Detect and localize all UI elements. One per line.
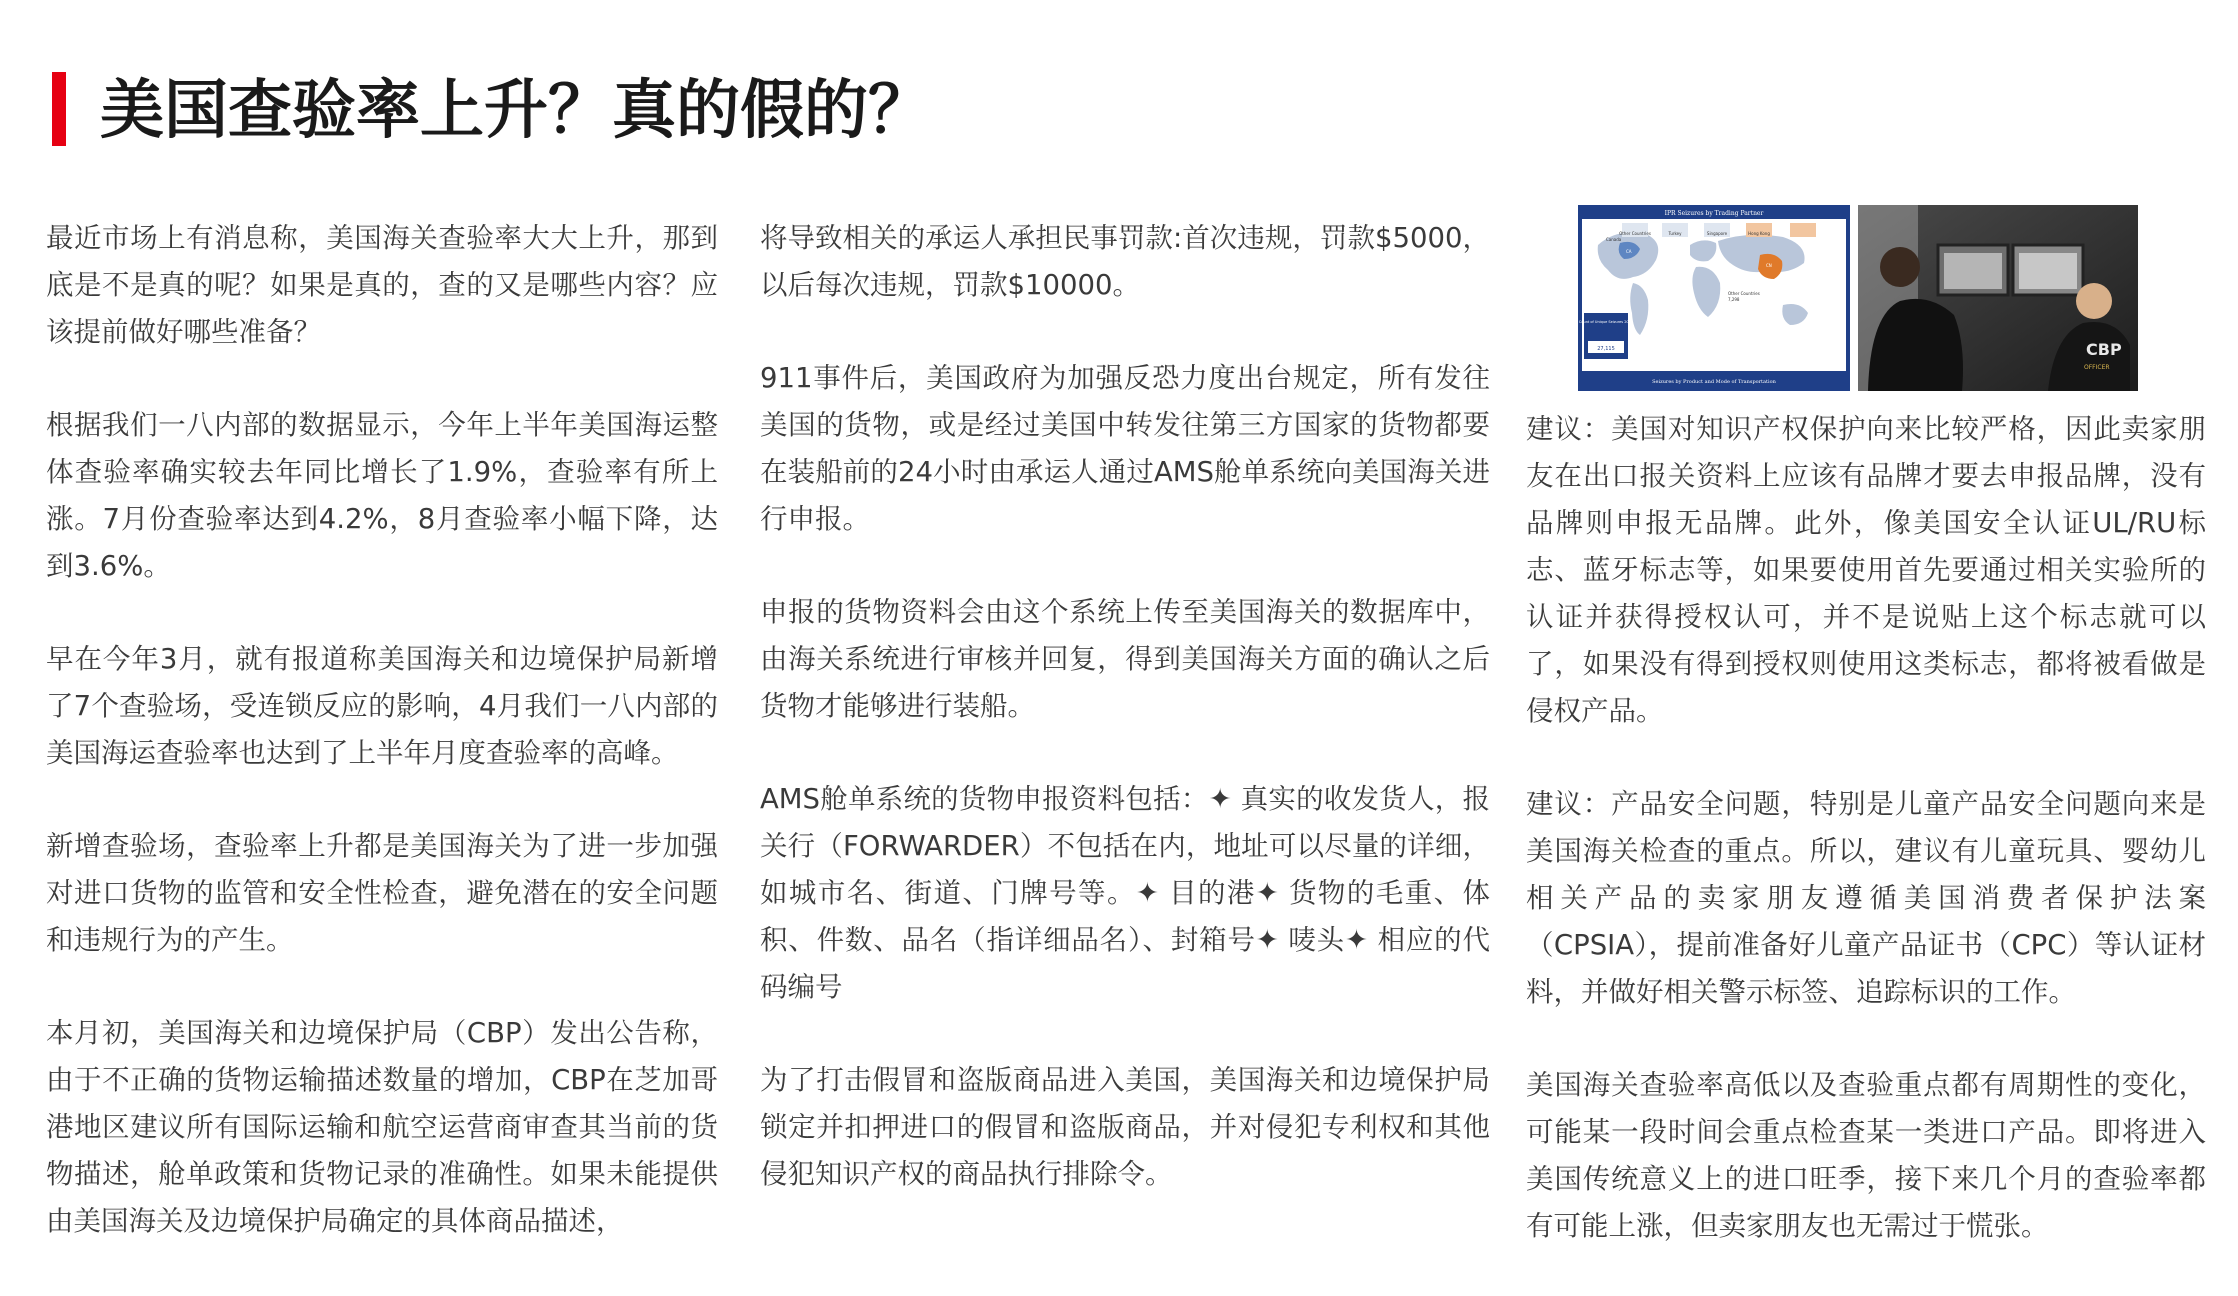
paragraph: 美国海关查验率高低以及查验重点都有周期性的变化，可能某一段时间会重点检查某一类进口产品。即将进入美国传统意义上的进口旺季，接下来几个月的查验率都有可能上涨，但卖家朋友也无需过于慌张。 xyxy=(1526,1069,2206,1242)
map-label: Other Countries xyxy=(1619,231,1651,236)
paragraph: AMS舱单系统的货物申报资料包括：✦ 真实的收发货人，报关行（FORWARDER）不包括在内，地址可以尽量的详细，如城市名、街道、门牌号等。✦ 目的港✦ 货物的毛重、体积、件数、品名（指详细品名）、封箱号✦ 唛头✦ 相应的代码编号 xyxy=(760,783,1490,1003)
paragraph: 根据我们一八内部的数据显示，今年上半年美国海运整体查验率确实较去年同比增长了1.9%，查验率有所上涨。7月份查验率达到4.2%，8月查验率小幅下降，达到3.6%。 xyxy=(46,409,718,582)
paragraph: 本月初，美国海关和边境保护局（CBP）发出公告称，由于不正确的货物运输描述数量的增加，CBP在芝加哥港地区建议所有国际运输和航空运营商审查其当前的货物描述，舱单政策和货物记录的准确性。如果未能提供由美国海关及边境保护局确定的具体商品描述， xyxy=(46,1017,718,1237)
map-footer: Seizures by Product and Mode of Transportation xyxy=(1652,379,1776,385)
map-label: CA xyxy=(1626,249,1632,254)
figure-row xyxy=(1578,205,2138,391)
text-column-3 xyxy=(1526,406,2206,1296)
paragraph: 为了打击假冒和盗版商品进入美国，美国海关和边境保护局锁定并扣押进口的假冒和盗版商品，并对侵犯专利权和其他侵犯知识产权的商品执行排除令。 xyxy=(760,1064,1490,1190)
cbp-patch-text: OFFICER xyxy=(2084,364,2110,371)
map-label: Singapore xyxy=(1706,231,1728,236)
map-value: 7,298 xyxy=(1728,297,1740,302)
map-label: Hong Kong xyxy=(1748,231,1770,236)
paragraph: 建议：美国对知识产权保护向来比较严格，因此卖家朋友在出口报关资料上应该有品牌才要去申报品牌，没有品牌则申报无品牌。此外，像美国安全认证UL/RU标志、蓝牙标志等，如果要使用首先要通过相关实验所的认证并获得授权认可，并不是说贴上这个标志就可以了，如果没有得到授权则使用这类标志，都将被看做是侵权产品。 xyxy=(1526,413,2206,727)
paragraph: 早在今年3月，就有报道称美国海关和边境保护局新增了7个查验场，受连锁反应的影响，4月我们一八内部的美国海运查验率也达到了上半年月度查验率的高峰。 xyxy=(46,643,718,769)
title-accent-bar xyxy=(52,72,66,146)
paragraph: 申报的货物资料会由这个系统上传至美国海关的数据库中，由海关系统进行审核并回复，得到美国海关方面的确认之后货物才能够进行装船。 xyxy=(760,596,1490,722)
map-label: Turkey xyxy=(1668,231,1682,236)
count-box-label: Count of Unique Seizures 2021 xyxy=(1578,320,1634,324)
seizure-map-image xyxy=(1578,205,1850,391)
paragraph: 建议：产品安全问题，特别是儿童产品安全问题向来是美国海关检查的重点。所以，建议有儿童玩具、婴幼儿相关产品的卖家朋友遵循美国消费者保护法案（CPSIA），提前准备好儿童产品证书（CPC）等认证材料，并做好相关警示标签、追踪标识的工作。 xyxy=(1526,788,2206,1008)
map-label: CN xyxy=(1766,263,1772,268)
text-column-2 xyxy=(760,215,1490,1244)
text-column-1 xyxy=(46,215,718,1291)
paragraph: 911事件后，美国政府为加强反恐力度出台规定，所有发往美国的货物，或是经过美国中转发往第三方国家的货物都要在装船前的24小时由承运人通过AMS舱单系统向美国海关进行申报。 xyxy=(760,362,1490,535)
page-title: 美国查验率上升？真的假的？ xyxy=(100,73,932,148)
paragraph: 新增查验场，查验率上升都是美国海关为了进一步加强对进口货物的监管和安全性检查，避免潜在的安全问题和违规行为的产生。 xyxy=(46,830,718,956)
cbp-officer-photo xyxy=(1858,205,2138,391)
map-label: Other Countries xyxy=(1728,291,1760,296)
count-box-value: 27,115 xyxy=(1597,346,1615,352)
map-label: Canada xyxy=(1606,237,1622,242)
paragraph: 最近市场上有消息称，美国海关查验率大大上升，那到底是不是真的呢？如果是真的，查的又是哪些内容？应该提前做好哪些准备？ xyxy=(46,222,718,348)
cbp-badge-text: CBP xyxy=(2086,340,2122,359)
paragraph: 将导致相关的承运人承担民事罚款:首次违规，罚款$5000，以后每次违规，罚款$10000。 xyxy=(760,222,1490,301)
map-header: IPR Seizures by Trading Partner xyxy=(1664,210,1764,217)
